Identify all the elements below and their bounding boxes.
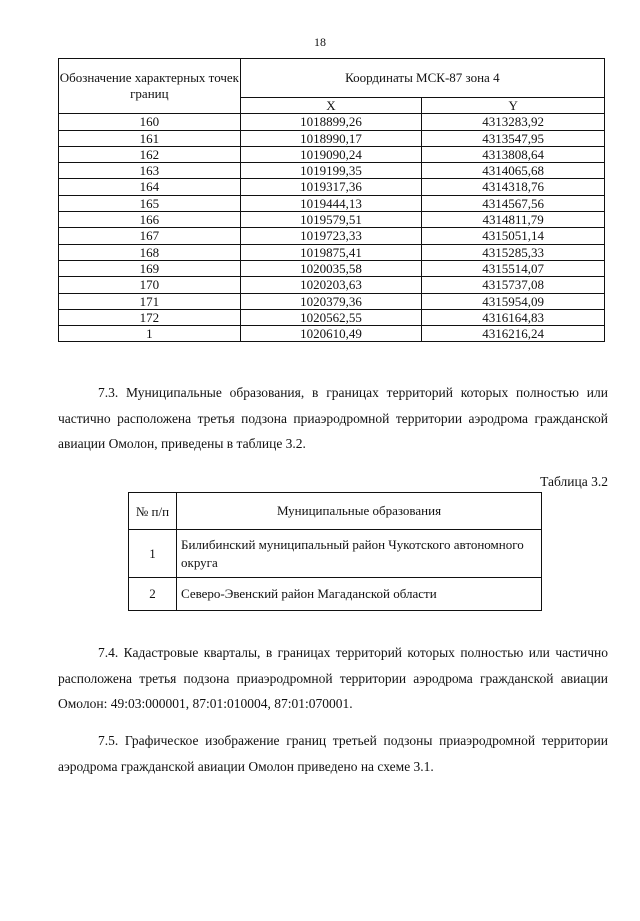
table-row	[59, 260, 605, 276]
y-coordinate-cell: 4315285,33	[422, 244, 605, 260]
x-coordinate-cell: 1019579,51	[240, 212, 422, 228]
point-cell: 160	[59, 114, 241, 130]
point-cell: 172	[59, 309, 241, 325]
point-cell: 170	[59, 277, 241, 293]
x-coordinate-cell: 1019875,41	[240, 244, 422, 260]
y-coordinate-cell: 4314318,76	[422, 179, 605, 195]
point-cell: 161	[59, 130, 241, 146]
table-row	[59, 130, 605, 146]
row-number: 2	[129, 578, 177, 611]
y-coordinate-cell: 4315954,09	[422, 293, 605, 309]
municipalities-table	[128, 492, 542, 611]
point-cell: 168	[59, 244, 241, 260]
table-row	[59, 179, 605, 195]
y-coordinate-cell: 4313547,95	[422, 130, 605, 146]
municipality-name: Билибинский муниципальный район Чукотского автономного округа	[177, 530, 542, 578]
y-coordinate-cell: 4313283,92	[422, 114, 605, 130]
point-column-header: Обозначение характерных точек границ	[59, 59, 241, 114]
point-cell: 1	[59, 326, 241, 342]
coordinates-table-body	[59, 114, 605, 342]
x-coordinate-cell: 1020562,55	[240, 309, 422, 325]
table-row	[59, 114, 605, 130]
x-coordinate-cell: 1020203,63	[240, 277, 422, 293]
table-row	[59, 277, 605, 293]
x-column-header: X	[240, 98, 422, 114]
x-coordinate-cell: 1019199,35	[240, 163, 422, 179]
y-coordinate-cell: 4315514,07	[422, 260, 605, 276]
point-cell: 163	[59, 163, 241, 179]
point-cell: 167	[59, 228, 241, 244]
y-coordinate-cell: 4315051,14	[422, 228, 605, 244]
x-coordinate-cell: 1018990,17	[240, 130, 422, 146]
y-coordinate-cell: 4315737,08	[422, 277, 605, 293]
table-caption: Таблица 3.2	[540, 474, 608, 489]
paragraph-7-3: 7.3. Муниципальные образования, в границах территорий которых полностью или частично расположена третья подзона приаэродромной территории аэродрома гражданской авиации Омолон, приведены в таблице 3.2.	[58, 385, 608, 451]
y-coordinate-cell: 4316216,24	[422, 326, 605, 342]
x-coordinate-cell: 1019090,24	[240, 146, 422, 162]
table-row	[59, 212, 605, 228]
point-cell: 169	[59, 260, 241, 276]
point-cell: 162	[59, 146, 241, 162]
y-coordinate-cell: 4314567,56	[422, 195, 605, 211]
table-row	[59, 293, 605, 309]
x-coordinate-cell: 1020379,36	[240, 293, 422, 309]
paragraph-7-5: 7.5. Графическое изображение границ третьей подзоны приаэродромной территории аэродрома гражданской авиации Омолон приведено на схеме 3.1.	[58, 733, 608, 774]
page-number: 18	[314, 35, 326, 49]
x-coordinate-cell: 1019444,13	[240, 195, 422, 211]
y-coordinate-cell: 4314811,79	[422, 212, 605, 228]
y-column-header: Y	[422, 98, 605, 114]
x-coordinate-cell: 1020610,49	[240, 326, 422, 342]
table-row	[59, 326, 605, 342]
point-cell: 165	[59, 195, 241, 211]
y-coordinate-cell: 4314065,68	[422, 163, 605, 179]
x-coordinate-cell: 1019317,36	[240, 179, 422, 195]
x-coordinate-cell: 1020035,58	[240, 260, 422, 276]
table-row	[59, 163, 605, 179]
table-row	[59, 309, 605, 325]
municipality-name: Северо-Эвенский район Магаданской области	[177, 578, 542, 611]
coordinates-column-header: Координаты МСК-87 зона 4	[240, 59, 604, 98]
point-cell: 164	[59, 179, 241, 195]
coordinates-table	[58, 58, 605, 342]
row-number: 1	[129, 530, 177, 578]
municipality-column-header: Муниципальные образования	[177, 493, 542, 530]
y-coordinate-cell: 4313808,64	[422, 146, 605, 162]
point-cell: 171	[59, 293, 241, 309]
table-row	[59, 146, 605, 162]
table-row	[129, 578, 542, 611]
table-row	[59, 195, 605, 211]
table-row	[59, 228, 605, 244]
table-row	[59, 244, 605, 260]
number-column-header: № п/п	[129, 493, 177, 530]
y-coordinate-cell: 4316164,83	[422, 309, 605, 325]
paragraph-7-4: 7.4. Кадастровые кварталы, в границах территорий которых полностью или частично расположена третья подзона приаэродромной территории аэродрома гражданской авиации Омолон: 49:03:000001, 87:01:010004, 87:01:070001.	[58, 645, 608, 711]
municipalities-header-row	[129, 493, 542, 530]
coordinates-header-row	[59, 59, 605, 98]
x-coordinate-cell: 1019723,33	[240, 228, 422, 244]
x-coordinate-cell: 1018899,26	[240, 114, 422, 130]
table-row	[129, 530, 542, 578]
point-cell: 166	[59, 212, 241, 228]
